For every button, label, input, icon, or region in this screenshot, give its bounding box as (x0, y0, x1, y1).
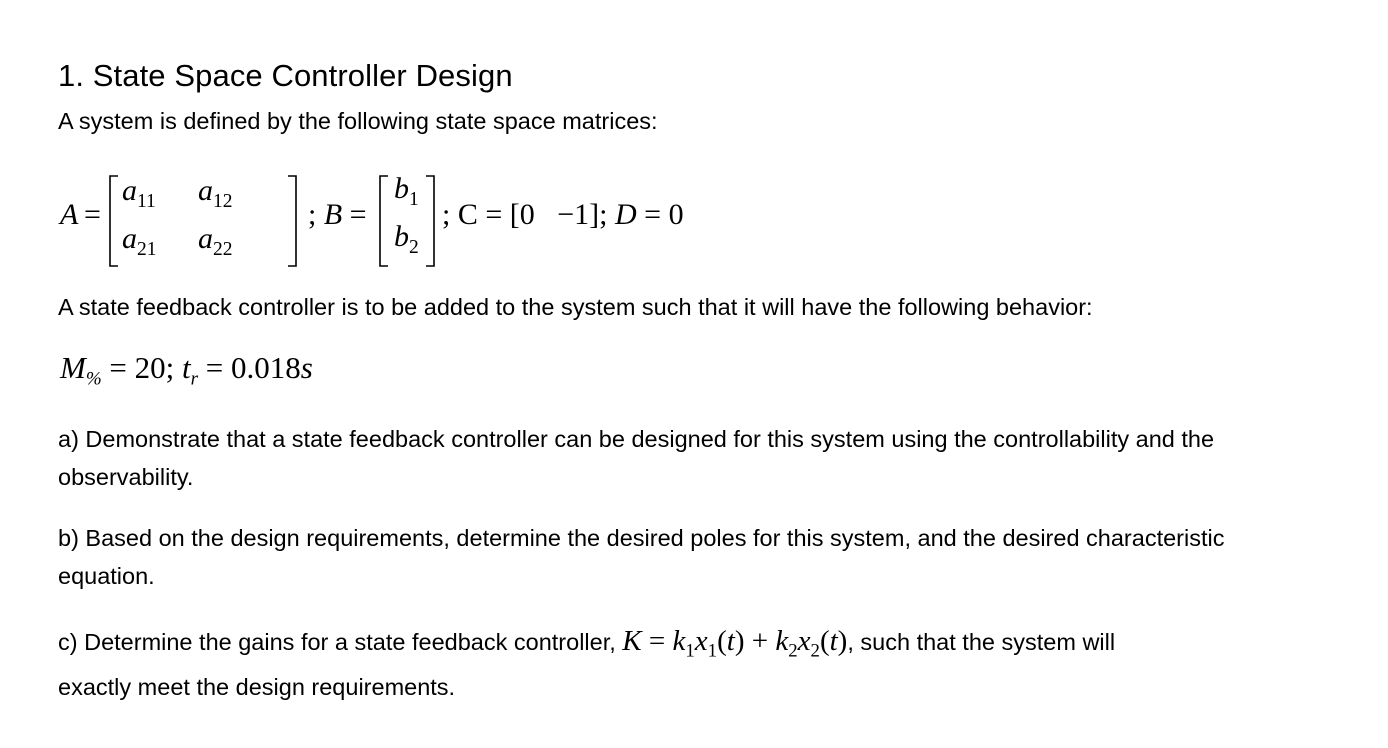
matrix-a12: $a_{12}$ (198, 174, 233, 212)
section-heading: 1. State Space Controller Design (58, 58, 513, 93)
question-b: b) Based on the design requirements, determine the desired poles for this system, and the desired characteristic equation. (58, 525, 1225, 589)
question-c-line2: exactly meet the design requirements. (58, 674, 456, 700)
matrix-a22: $a_{22}$ (198, 222, 233, 260)
matrix-b-label: ; B = (308, 198, 367, 231)
equals-sign: = (84, 198, 101, 231)
design-spec: $M_{\%} = 20$; $t_r = 0.018s$ (60, 350, 313, 390)
question-c-line1: c) Determine the gains for a state feedback controller, $K = k_1x_1(t) + k_2x_2(t)$, such that the system will (58, 625, 1116, 662)
state-space-matrices (58, 168, 778, 268)
feedback-sentence: A state feedback controller is to be added to the system such that it will have the following behavior: (58, 294, 1093, 320)
matrix-b1: $b_1$ (394, 172, 419, 210)
matrix-a11: $a_{11}$ (122, 174, 156, 212)
matrix-a21: $a_{21}$ (122, 222, 157, 260)
gain-equation: $K = k_1x_1(t) + k_2x_2(t)$ (622, 625, 848, 662)
matrix-b2: $b_2$ (394, 220, 419, 258)
matrix-a-label: A (60, 198, 79, 231)
intro-text: A system is defined by the following state space matrices: (58, 108, 658, 134)
matrix-c-d: ; C = [0 −1]; D = 0 (442, 198, 684, 231)
question-a: a) Demonstrate that a state feedback controller can be designed for this system using the controllability and the observability. (58, 426, 1215, 490)
